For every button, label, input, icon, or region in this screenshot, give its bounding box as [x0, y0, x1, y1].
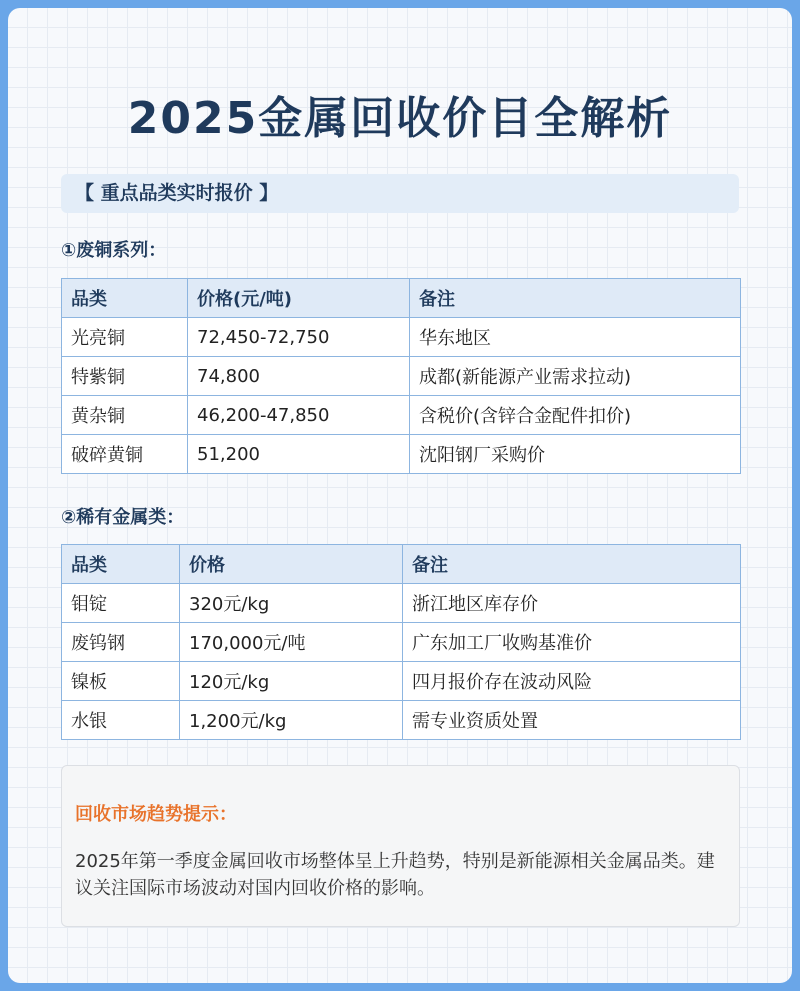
- trend-tip-box: [61, 765, 740, 927]
- table-cell: 四月报价存在波动风险: [403, 662, 741, 701]
- table-cell: 120元/kg: [180, 662, 403, 701]
- table-cell: 钼锭: [62, 584, 180, 623]
- table-cell: 320元/kg: [180, 584, 403, 623]
- table-row: [62, 623, 741, 662]
- table-cell: 光亮铜: [62, 318, 188, 357]
- table-header-row: [62, 279, 741, 318]
- page-card: [8, 8, 792, 983]
- table-cell: 51,200: [188, 435, 410, 474]
- table-cell: 需专业资质处置: [403, 701, 741, 740]
- table-row: [62, 584, 741, 623]
- table-cell: 华东地区: [410, 318, 741, 357]
- copper-heading: ①废铜系列：: [61, 240, 167, 261]
- table-cell: 沈阳钢厂采购价: [410, 435, 741, 474]
- table-cell: 74,800: [188, 357, 410, 396]
- table-row: [62, 701, 741, 740]
- column-header: 价格: [180, 545, 403, 584]
- trend-tip-title: 回收市场趋势提示：: [75, 804, 237, 825]
- table-row: [62, 435, 741, 474]
- rare-metals-heading: ②稀有金属类：: [61, 507, 185, 528]
- table-cell: 破碎黄铜: [62, 435, 188, 474]
- column-header: 备注: [403, 545, 741, 584]
- section-label: 【 重点品类实时报价 】: [61, 174, 739, 213]
- column-header: 品类: [62, 545, 180, 584]
- copper-price-table: [61, 278, 741, 474]
- table-cell: 水银: [62, 701, 180, 740]
- table-header-row: [62, 545, 741, 584]
- column-header: 价格(元/吨): [188, 279, 410, 318]
- table-cell: 成都(新能源产业需求拉动): [410, 357, 741, 396]
- table-cell: 特紫铜: [62, 357, 188, 396]
- table-row: [62, 662, 741, 701]
- table-cell: 1,200元/kg: [180, 701, 403, 740]
- trend-tip-text: 2025年第一季度金属回收市场整体呈上升趋势，特别是新能源相关金属品类。建议关注国际市场波动对国内回收价格的影响。: [75, 851, 715, 899]
- table-cell: 含税价(含锌合金配件扣价): [410, 396, 741, 435]
- table-cell: 黄杂铜: [62, 396, 188, 435]
- table-row: [62, 318, 741, 357]
- table-cell: 镍板: [62, 662, 180, 701]
- table-cell: 170,000元/吨: [180, 623, 403, 662]
- page-title: 2025金属回收价目全解析: [127, 93, 673, 144]
- column-header: 品类: [62, 279, 188, 318]
- table-cell: 广东加工厂收购基准价: [403, 623, 741, 662]
- table-cell: 废钨钢: [62, 623, 180, 662]
- column-header: 备注: [410, 279, 741, 318]
- table-cell: 72,450-72,750: [188, 318, 410, 357]
- table-row: [62, 357, 741, 396]
- table-row: [62, 396, 741, 435]
- table-cell: 46,200-47,850: [188, 396, 410, 435]
- rare-metals-price-table: [61, 544, 741, 740]
- table-cell: 浙江地区库存价: [403, 584, 741, 623]
